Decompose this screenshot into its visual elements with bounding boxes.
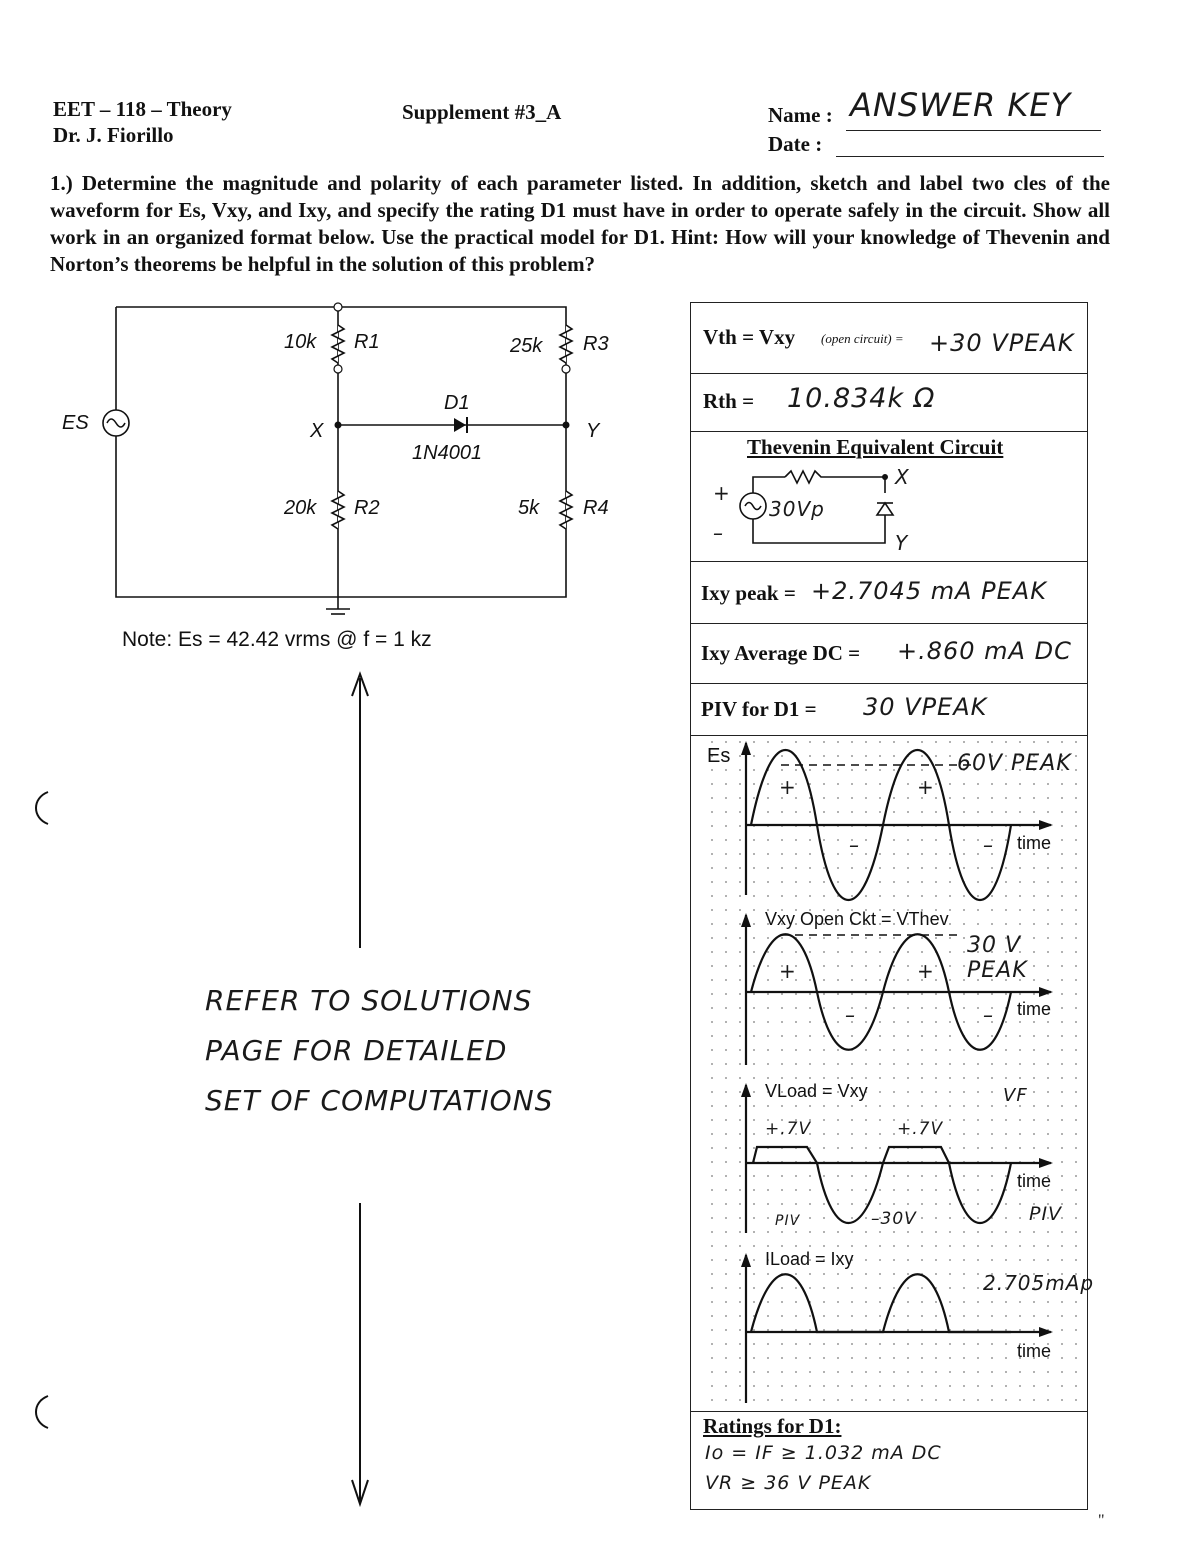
thevenin-source: 30Vp [769,497,825,521]
node-x-dot [335,422,342,429]
iload-peak: 2.705mAp [983,1271,1095,1295]
diode-label: D1 [444,392,470,414]
thevenin-minus: – [713,521,724,545]
thevenin-row [691,431,1087,562]
ratings-line-2: VR ≥ 36 V PEAK [705,1472,872,1494]
margin-mark-2 [26,1392,56,1432]
es-plus-1: + [779,775,797,799]
rth-value: 10.834k Ω [787,383,936,414]
vth-value: +30 VPEAK [929,329,1075,357]
r4-label: R4 [583,497,609,519]
r2-value: 20k [284,497,317,519]
vload-piv-1: PIV [775,1213,801,1229]
r1-resistor [332,325,344,363]
vload-label: VLoad = Vxy [765,1081,868,1101]
thevenin-x: X [895,465,910,489]
thevenin-plus: + [713,481,731,505]
ixy-avg-label: Ixy Average DC = [701,641,861,665]
vxy-plus-2: + [917,959,935,983]
supplement-title: Supplement #3_A [402,100,562,124]
vxy-peak: 30 V PEAK [967,933,1028,983]
vload-piv-2: PIV [1029,1203,1063,1225]
ratings-line-1: Io = IF ≥ 1.032 mA DC [705,1442,942,1464]
rth-row [691,373,1087,432]
source-label: ES [62,412,89,434]
es-plus-2: + [917,775,935,799]
r3-resistor [560,325,572,363]
vth-note: (open circuit) = [821,331,904,346]
vload-neg: –30V [871,1209,917,1229]
r2-resistor [332,491,344,529]
r1-label: R1 [354,331,380,353]
iload-time: time [1017,1341,1052,1361]
course-header [53,96,232,148]
circuit-note: Note: Es = 42.42 vrms @ f = 1 kz [122,628,432,651]
ixy-avg-value: +.860 mA DC [897,637,1072,665]
r1-value: 10k [284,331,317,353]
node-y-label: Y [586,420,600,442]
name-value: ANSWER KEY [850,86,1072,124]
page-mark: " [1098,1512,1105,1529]
ratings-title: Ratings for D1: [703,1414,842,1438]
vth-label: Vth = Vxy [703,325,796,349]
r3-value: 25k [510,335,543,357]
es-time: time [1017,833,1052,853]
r2-label: R2 [354,497,380,519]
refer-line-3: SET OF COMPUTATIONS [205,1084,554,1117]
circuit-wire-outer [116,307,566,597]
es-peak: 60V PEAK [957,751,1072,776]
ratings-row [691,1411,1087,1510]
vload-pos-1: +.7V [765,1119,812,1139]
vload-pos-2: +.7V [897,1119,944,1139]
es-label: Es [707,745,731,767]
diode-part: 1N4001 [412,442,483,464]
problem-statement: 1.) Determine the magnitude and polarity of each parameter listed. In addition, sketch and label two cles of the waveform for Es, Vxy, and Ixy, and specify the rating D1 must have in order to operate safely in the circuit. Show all work in an organized format below. Use the practical model for D1. Hint: How will your knowledge of Thevenin and Norton’s theorems be helpful in the solution of this problem? [50,171,1110,276]
thevenin-circuit [701,463,961,558]
rth-label: Rth = [703,389,755,413]
name-line [846,130,1101,131]
r3-label: R3 [583,333,609,355]
ixy-peak-value: +2.7045 mA PEAK [811,577,1047,605]
node-x-label: X [310,420,324,442]
piv-label: PIV for D1 = [701,697,817,721]
vxy-time: time [1017,999,1052,1019]
iload-label: ILoad = Ixy [765,1249,854,1269]
vxy-minus-1: – [845,1003,856,1027]
node-y-dot [563,422,570,429]
es-minus-2: – [983,833,994,857]
thevenin-title: Thevenin Equivalent Circuit [747,435,1004,459]
vxy-plus-1: + [779,959,797,983]
margin-mark-1 [26,788,56,828]
answer-panel [690,302,1095,1510]
vxy-minus-2: – [983,1003,994,1027]
ixy-peak-label: Ixy peak = [701,581,796,605]
ixy-peak-row [691,561,1087,624]
refer-line-2: PAGE FOR DETAILED [205,1034,508,1067]
vxy-label: Vxy Open Ckt = VThev [765,909,949,929]
ixy-avg-row [691,623,1087,684]
date-label: Date : [768,132,823,156]
r4-resistor [560,491,572,529]
name-label: Name : [768,103,833,127]
date-line [836,156,1104,157]
piv-value: 30 VPEAK [863,693,988,721]
vload-time: time [1017,1171,1052,1191]
thevenin-y: Y [895,531,909,555]
vload-vf: VF [1003,1085,1028,1106]
piv-row [691,683,1087,736]
es-minus-1: – [849,833,860,857]
instructor-name: Dr. J. Fiorillo [53,123,174,147]
r4-value: 5k [518,497,540,519]
vth-row [691,303,1087,374]
course-title: EET – 118 – Theory [53,97,232,121]
refer-note [205,976,553,1126]
refer-line-1: REFER TO SOLUTIONS [205,984,533,1017]
diode-symbol [454,418,466,432]
